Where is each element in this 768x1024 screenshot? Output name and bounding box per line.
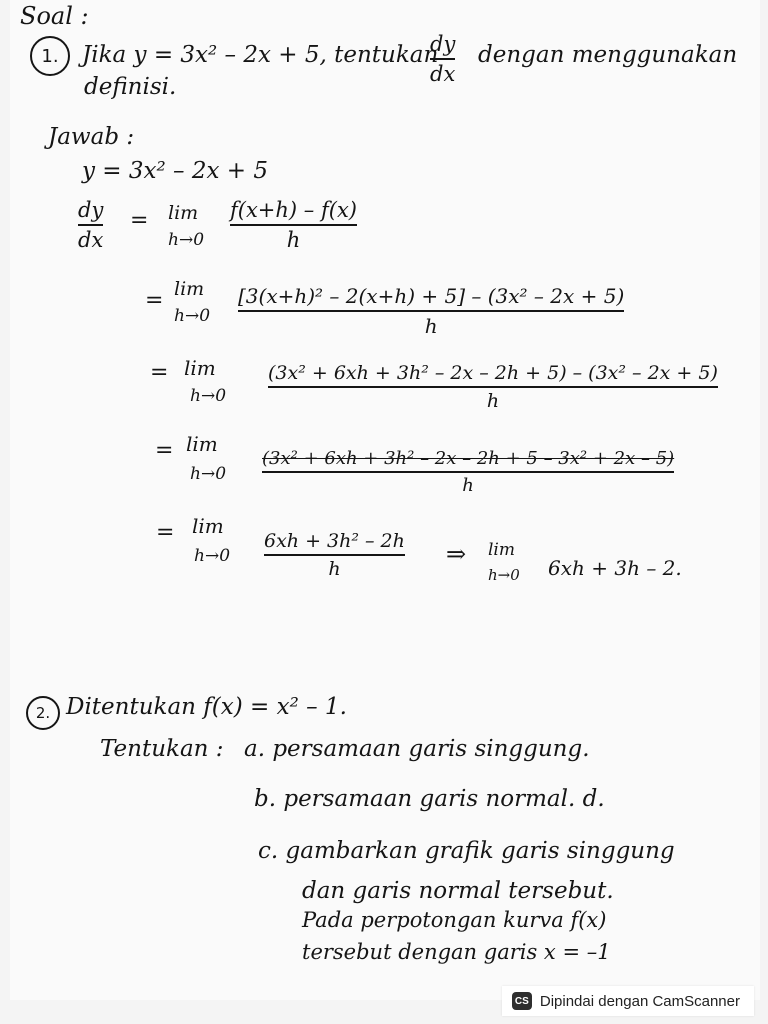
step3-denominator: h — [486, 390, 500, 412]
camscanner-badge — [502, 986, 754, 1016]
h-to-zero: h→0 — [194, 546, 231, 566]
step4-fraction — [262, 448, 674, 496]
question-2-number-text: 2. — [35, 704, 51, 722]
question-2-number — [26, 696, 60, 730]
part-a: a. persamaan garis singgung. — [244, 736, 590, 762]
h-to-zero: h→0 — [168, 230, 205, 250]
step5-numerator: 6xh + 3h² – 2h — [264, 530, 405, 552]
lim-label: lim — [488, 540, 515, 560]
dydx-numerator: dy — [430, 32, 456, 56]
question-1-dydx — [430, 32, 455, 86]
step4-denominator: h — [462, 475, 474, 496]
step1-denominator: h — [286, 228, 301, 252]
equals-sign: = — [156, 520, 175, 545]
lim-label: lim — [186, 432, 218, 456]
step4-numerator: (3x² + 6xh + 3h² – 2x – 2h + 5 – 3x² + 2x – 5) — [262, 448, 675, 469]
equals-sign: = — [155, 438, 174, 463]
camscanner-label: Dipindai dengan CamScanner — [539, 992, 740, 1010]
question-2-intro: Ditentukan f(x) = x² – 1. — [66, 694, 347, 720]
step2-fraction — [238, 284, 624, 338]
equation-y: y = 3x² – 2x + 5 — [82, 158, 268, 184]
step2-denominator: h — [424, 314, 438, 338]
equals-sign: = — [145, 288, 164, 313]
part-c-line4: tersebut dengan garis x = –1 — [302, 940, 611, 964]
question-1-number — [30, 36, 70, 76]
lim-label: lim — [184, 356, 216, 380]
question-1-text: Jika y = 3x² – 2x + 5, tentukan — [82, 42, 439, 68]
dydx-denominator: dx — [430, 62, 456, 86]
camscanner-icon: CS — [512, 992, 532, 1010]
fraction-bar — [264, 554, 405, 556]
question-1-number-text: 1. — [41, 45, 59, 67]
final-result: 6xh + 3h – 2. — [548, 556, 682, 580]
lim-label: lim — [168, 202, 199, 224]
implies-arrow: ⇒ — [446, 540, 467, 568]
part-b: b. persamaan garis normal. d. — [254, 786, 605, 812]
fraction-bar — [238, 310, 624, 312]
step5-fraction — [264, 530, 405, 580]
step3-numerator: (3x² + 6xh + 3h² – 2x – 2h + 5) – (3x² – 2x + 5) — [268, 362, 718, 384]
tentukan-label: Tentukan : — [100, 736, 224, 762]
deriv-denominator: dx — [78, 228, 104, 252]
soal-heading: Soal : — [20, 2, 89, 30]
step3-fraction — [268, 362, 718, 412]
jawab-label: Jawab : — [48, 124, 135, 150]
equals-sign: = — [130, 208, 149, 233]
fraction-bar — [262, 471, 674, 473]
h-to-zero: h→0 — [190, 386, 227, 406]
step5-denominator: h — [328, 558, 341, 580]
question-1-text-line2: definisi. — [84, 74, 177, 100]
step1-numerator: f(x+h) – f(x) — [230, 198, 357, 222]
h-to-zero: h→0 — [174, 306, 211, 326]
fraction-bar — [230, 224, 357, 226]
fraction-bar — [268, 386, 718, 388]
h-to-zero: h→0 — [488, 566, 520, 584]
part-c-line2: dan garis normal tersebut. — [302, 878, 614, 904]
step2-numerator: [3(x+h)² – 2(x+h) + 5] – (3x² – 2x + 5) — [238, 284, 625, 308]
derivative-dydx — [78, 198, 103, 252]
fraction-bar — [430, 58, 455, 60]
lim-label: lim — [174, 278, 205, 300]
lim-label: lim — [192, 514, 224, 538]
step1-fraction — [230, 198, 357, 252]
h-to-zero: h→0 — [190, 464, 227, 484]
deriv-numerator: dy — [78, 198, 104, 222]
fraction-bar — [78, 224, 103, 226]
part-c-line3: Pada perpotongan kurva f(x) — [302, 908, 607, 932]
equals-sign: = — [150, 360, 169, 385]
question-1-text-cont: dengan menggunakan — [478, 42, 738, 68]
part-c-line1: c. gambarkan grafik garis singgung — [258, 838, 675, 864]
